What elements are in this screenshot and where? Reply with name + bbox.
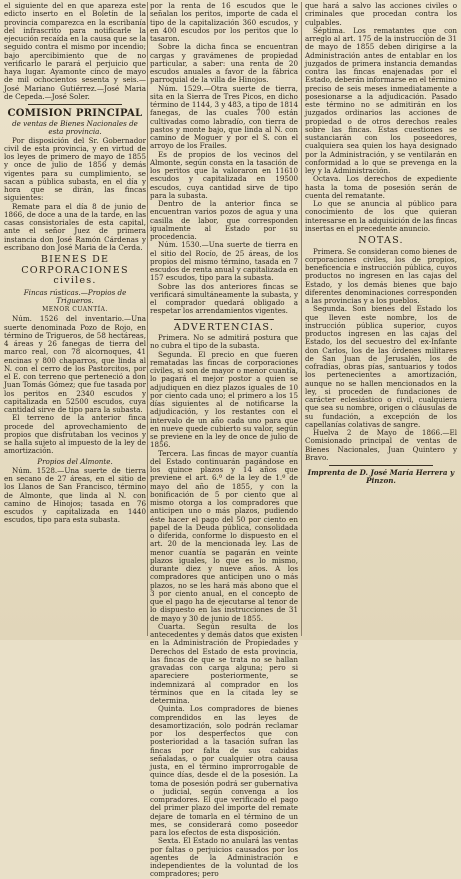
notas-heading: NOTAS. [358, 235, 404, 246]
lot-paragraph: El terreno de la anterior finca procede del aprovechamiento de propios que disfrutaban los vecinos y se halla sujeto al impuesto de la ley de amortización. [4, 413, 146, 456]
lot-paragraph: Sobre las dos anteriores fincas se verificará simultáneamente la subasta, y el comprador quedará obligado a respetar los arrendamientos vigentes. [150, 281, 298, 316]
advertencia-paragraph: Segunda. El precio en que fueren rematadas las fincas de corporaciones civiles, si son de mayor o menor cuantía, lo pagará el mejor postor a quien se adjudiquen en diez plazos iguales de 10 por ciento cada uno; el primero a los 15 días siguientes al de notificarse la adjudicación, y los restantes con el intervalo de un año cada uno para que en nueve quede cubierto su valor, según se previene en la ley de once de julio de 1856. [150, 349, 298, 450]
date-signature: Huelva 2 de Mayo de 1866.—El Comisionado principal de ventas de Bienes Nacionales, Juan Quintero y Bravo. [305, 428, 457, 462]
lot-paragraph: Dentro de la anterior finca se encuentran varios pozos de agua y una casilla de labor, que corresponden igualmente al Estado por su procedencia. [150, 199, 298, 241]
advertencia-paragraph: Quinta. Los compradores de bienes comprendidos en las leyes de desamortización, solo podrán reclamar por los desperfectos que con posterioridad a la tasación sufran las fincas por falta de sus cabidas señaladas, o por cualquier otra causa justa, en el término improrrogable de quince días, desde el de la posesión. La toma de posesión podrá ser gubernativa o judicial, según convenga a los compradores. El que verificado el pago del primer plazo del importe del remate dejare de tomarla en el término de un mes, se considerará como poseedor para los efectos de esta disposición. [150, 704, 298, 837]
advertencia-paragraph: Primera. No se admitirá postura que no cubra el tipo de la subasta. [150, 333, 298, 351]
printer-imprint: Imprenta de D. José María Herrera y Pinzon. [307, 468, 455, 486]
lot-paragraph: Núm. 1529.—Otra suerte de tierra, sita en la Sierra de Tres Picos, en dicho término de 1144, 3 y 483, a tipo de 1814 fanegas, de las cuales 700 están cultivadas como labradío, con tierra de pastos y monte bajo, que linda al N. con camino de Moguer y por el S. con el arroyo de los Frailes. [150, 83, 298, 151]
lot-paragraph: por la renta de 16 escudos que le señalan los peritos, importe de cada el tipo de la capitalización 360 escudos, y en 400 escudos por los peritos que lo tasaron. [150, 1, 298, 43]
closing-paragraph: Lo que se anuncia al público para conocimiento de los que quieran interesarse en la adquisición de las fincas insertas en el precedente anuncio. [305, 199, 457, 233]
lot-paragraph: Núm. 1526 del inventario.—Una suerte denominada Pozo de Rojo, en término de Trigueros, de 58 hectáreas, 4 áreas y 26 fanegas de tierra del marco real, con 78 alcornoques, 41 encinas y 800 chaparros, que linda al N. con el cerro de los Pastorcitos, por el E. con terreno que perteneció a don Juan Tomás Gómez; que fue tasada por los peritos en 2340 escudos y capitalizada en 52500 escudos, cuya cantidad sirve de tipo para la subasta. [4, 314, 146, 414]
menor-cuantia-label: MENOR CUANTÍA. [42, 306, 108, 313]
edict-text: el siguiente del en que apareza este edicto inserto en el Boletín de la provincia comparezca en la escribanía del infrascrito para notificarle la ejecución recaída en la causa que se la seguido contra el mismo por incendio; bajo apercibimiento que de no verificarlo le parará el perjuicio que haya lugar. Ayamonte cinco de mayo de mil ochocientos sesenta y seis.—José Mariano Gutiérrez.—José Maria de Cepeda.—José Soler. [4, 1, 146, 101]
column-divider [147, 2, 148, 636]
lot-paragraph: Núm. 1528.—Una suerte de tierra en secano de 27 áreas, en el sitio de los Llanos de San Francisco, término de Almonte, que linda al N. con camino de Hinojos; tasada en 76 escudos y capitalizada en 1440 escudos, tipo para esta subasta. [4, 465, 146, 525]
auction-paragraph: Remate para el día 8 de junio de 1866, de doce a una de la tarde, en las casas consistoriales de esta capital, ante el señor Juez de primera instancia don José Ramón Cárdenas y escribano don José Maria de la Cerda. [4, 201, 146, 252]
advertencia-paragraph: que hará a salvo las acciones civiles o criminales que procedan contra los culpables. [305, 1, 457, 27]
column-right [305, 2, 457, 636]
section-subheading: Propios del Almonte. [37, 456, 113, 466]
advertencia-paragraph: Tercera. Las fincas de mayor cuantía del Estado continuarán pagándose en los quince plazos y 14 años que previene el art. 6.º de la ley de 1.º de mayo del año de 1855, y con la bonificación de 5 por ciento que al mismo otorga a los compradores que anticipen uno o más plazos, pudiendo éste hacer el pago del 50 por ciento en papel de la Deuda pública, consolidada o diferida, conforme lo dispuesto en el art. 20 de la mencionada ley. Las de menor cuantía se pagarán en veinte plazos iguales, lo que es lo mismo, durante diez y nueve años. A los compradores que anticipen uno o más plazos, no se les hará más abono que el 3 por ciento anual, en el concepto de que el pago ha de ejecutarse al tenor de lo dispuesto en las instrucciones de 31 de mayo y 30 de junio de 1855. [150, 448, 298, 623]
column-middle [150, 1, 298, 879]
lot-paragraph: Es de propios de los vecinos del Almonte, según consta en la tasación de los peritos que la valoraron en 11610 escudos y capitalizada en 19500 escudos, cuya cantidad sirve de tipo para la subasta. [150, 149, 298, 200]
commission-heading: COMISION PRINCIPAL [7, 108, 143, 119]
advertencia-paragraph: Cuarta. Según resulta de los antecedentes y demás datos que existen en la Administración de Propiedades y Derechos del Estado de esta provincia, las fincas de que se trata no se hallan gravadas con carga alguna; pero si apareciere posteriormente, se indemnizará al comprador en los términos que en la citada ley se determina. [150, 621, 298, 705]
commission-subheading: de ventas de Bienes Nacionales de esta provincia. [12, 119, 138, 137]
section-divider [28, 104, 122, 105]
advertencia-paragraph: Sexta. El Estado no anulará las ventas por faltas o perjuicios causados por los agentes de la Administración e independientes de la voluntad de los compradores; pero [150, 836, 298, 879]
section-subheading: Fincas rústicas.—Propios de Trigueros. [23, 287, 127, 305]
bienes-heading: BIENES DE CORPORACIONES civiles. [21, 254, 129, 286]
column-left [4, 2, 146, 636]
nota-paragraph: Primera. Se consideran como bienes de corporaciones civiles, los de propios, beneficencia e instrucción pública, cuyos productos no ingresen en las cajas del Estado, y los demás bienes que bajo diferentes denominaciones corresponden a las provincias y a los pueblos. [305, 246, 457, 305]
advertencias-heading: ADVERTENCIAS. [173, 321, 275, 333]
section-divider [329, 465, 433, 466]
advertencia-paragraph: Octava. Los derechos de expediente hasta la toma de posesión serán de cuenta del rematante. [305, 174, 457, 200]
announcement-paragraph: Por disposición del Sr. Gobernador civil de esta provincia, y en virtud de los leyes de primero de mayo de 1855 y once de julio de 1856 y demás vigentes para su cumplimiento, se sacan a pública subasta, en el día y hora que se dirán, las fincas siguientes: [4, 135, 146, 203]
advertencia-paragraph: Séptima. Los rematantes que con arreglo al art. 175 de la instrucción de 31 de mayo de 1855 deben dirigirse a la Administración antes de entablar en los juzgados de primera instancia demandas contra las fincas enajenadas por el Estado, deberán informarse en el término preciso de seis meses inmediatamente a posesionarse a la adjudicación. Pasado este término no se admitirán en los juzgados ordinarios las acciones de propiedad o de otros derechos reales sobre las fincas. Estas cuestiones se sustanciarán con los poseedores, cualquiera sea quien los haya designado por la Administración, y se ventilarán en conformidad a lo que se prevenga en la ley y la Administración. [305, 25, 457, 175]
section-divider [174, 319, 274, 320]
lot-paragraph: Núm. 1530.—Una suerte de tierra en el sitio del Rocío, de 25 áreas, de los propios del mismo término, tasada en 7 escudos de renta anual y capitalizada en 157 escudos, tipo para la subasta. [150, 240, 298, 283]
lot-paragraph: Sobre la dicha finca se encuentran cargas y gravámenes de propiedad particular, a saber: una renta de 20 escudos anuales a favor de la fábrica parroquial de la villa de Hinojos. [150, 42, 298, 85]
column-divider [301, 2, 302, 636]
nota-paragraph: Segunda. Son bienes del Estado los que lleven este nombre, los de instrucción pública superior, cuyos productos ingresen en las cajas del Estado, los del secuestro del ex-Infante don Carlos, los de las órdenes militares de San Juan de Jerusalén, los de cofradías, obras pías, santuarios y todos los pertenecientes a amortización, aunque no se hallen mencionados en la ley, si proceden de fundaciones de carácter eclesiástico o civil, cualquiera que sea su nombre, origen o cláusulas de su fundación, a excepción de los capellanías colativas de sangre. [305, 304, 457, 429]
